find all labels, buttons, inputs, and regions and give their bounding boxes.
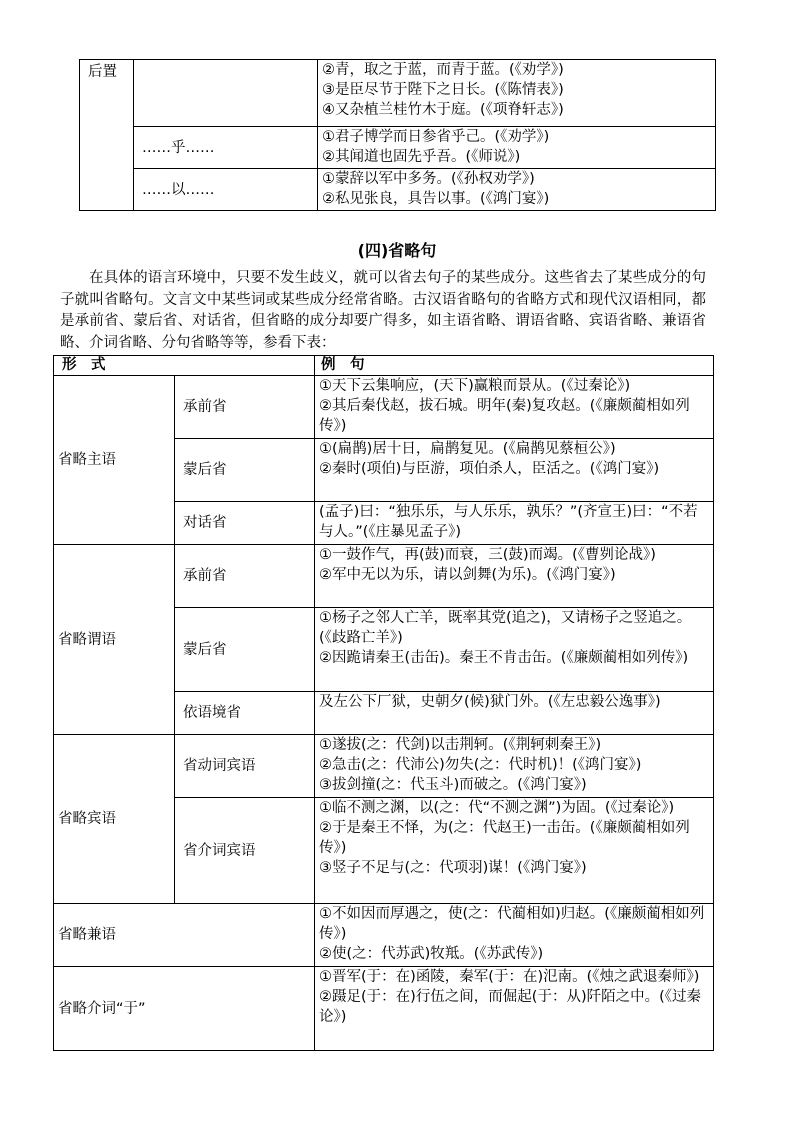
table-header-row (54, 356, 714, 376)
examples-cell (318, 60, 716, 127)
sub-name: 蒙后省 (175, 439, 315, 502)
example-line: ②军中无以为乐，请以剑舞(为乐)。(《鸿门宴》) (319, 567, 616, 583)
examples-cell (315, 798, 714, 904)
example-line: ②秦时(项伯)与臣游，项伯杀人，臣活之。(《鸿门宴》) (319, 461, 660, 477)
example-line: ①君子博学而日参省乎己。(《劝学》) (322, 129, 550, 145)
group-name: 省略介词“于” (54, 967, 315, 1051)
table-row (54, 376, 714, 439)
example-line: ①不如因而厚遇之，使(之：代蔺相如)归赵。(《廉颇蔺相如列传》) (319, 906, 705, 942)
pattern-cell (134, 60, 318, 127)
header-example: 例 句 (315, 356, 714, 376)
example-line: ①晋军(于：在)函陵，秦军(于：在)氾南。(《烛之武退秦师》) (319, 969, 700, 985)
examples-cell (315, 439, 714, 502)
group-name: 省略谓语 (54, 545, 175, 735)
example-line: ②急击(之：代沛公)勿失(之：代时机)！(《鸿门宴》) (319, 757, 642, 773)
sub-name: 依语境省 (175, 692, 315, 735)
example-line: ②使(之：代苏武)牧羝。(《苏武传》) (319, 946, 544, 962)
sub-name: 蒙后省 (175, 608, 315, 692)
example-line: ②青，取之于蓝，而青于蓝。(《劝学》) (322, 62, 564, 78)
group-name: 省略兼语 (54, 904, 315, 967)
examples-cell (318, 169, 716, 211)
examples-cell (315, 608, 714, 692)
inverted-sentence-table-continued (79, 59, 716, 211)
example-line: ③竖子不足与(之：代项羽)谋！(《鸿门宴》) (319, 860, 587, 876)
sub-name: 省动词宾语 (175, 735, 315, 798)
group-name: 省略主语 (54, 376, 175, 545)
sub-name: 承前省 (175, 545, 315, 608)
examples-cell (318, 127, 716, 169)
example-line: ②于是秦王不怿，为(之：代赵王)一击缶。(《廉颇蔺相如列传》) (319, 820, 690, 856)
example-line: ②其闻道也固先乎吾。(《师说》) (322, 149, 521, 165)
examples-cell (315, 376, 714, 439)
examples-cell (315, 692, 714, 735)
example-line: ①一鼓作气，再(鼓)而衰，三(鼓)而竭。(《曹刿论战》) (319, 547, 656, 563)
table-row (54, 904, 714, 967)
example-line: ②蹑足(于：在)行伍之间，而倔起(于：从)阡陌之中。(《过秦论》) (319, 989, 702, 1025)
example-line: (孟子)曰：“独乐乐，与人乐乐，孰乐？”(齐宣王)曰：“不若与人。”(《庄暴见孟子》) (319, 504, 698, 540)
example-line: ①临不测之渊，以(之：代“不测之渊”)为固。(《过秦论》) (319, 800, 675, 816)
examples-cell (315, 904, 714, 967)
example-line: ②因跪请秦王(击缶)。秦王不肯击缶。(《廉颇蔺相如列传》) (319, 650, 689, 666)
sub-name: 承前省 (175, 376, 315, 439)
example-line: ③是臣尽节于陛下之日长。(《陈情表》) (322, 82, 564, 98)
pattern-cell: ……乎…… (134, 127, 318, 169)
sub-name: 省介词宾语 (175, 798, 315, 904)
example-line: ③拔剑撞(之：代玉斗)而破之。(《鸿门宴》) (319, 777, 587, 793)
intro-paragraph: 在具体的语言环境中，只要不发生歧义，就可以省去句子的某些成分。这些省去了某些成分的句子就叫省略句。文言文中某些词或某些成分经常省略。古汉语省略句的省略方式和现代汉语相同，都是承前省、蒙后省、对话省，但省略的成分却要广得多，如主语省略、谓语省略、宾语省略、兼语省略、介词省略、分句省略等等，参看下表： (60, 270, 706, 351)
examples-cell (315, 967, 714, 1051)
header-form: 形 式 (54, 356, 315, 376)
examples-cell (315, 545, 714, 608)
ellipsis-sentence-table (53, 355, 714, 1051)
example-line: ④又杂植兰桂竹木于庭。(《项脊轩志》) (322, 102, 564, 118)
table-row (54, 967, 714, 1051)
section-title: (四)省略句 (357, 241, 437, 260)
example-line: ①天下云集响应，(天下)赢粮而景从。(《过秦论》) (319, 378, 631, 394)
example-line: 及左公下厂狱，史朝夕(候)狱门外。(《左忠毅公逸事》) (319, 694, 661, 710)
example-line: ②其后秦伐赵，拔石城。明年(秦)复攻赵。(《廉颇蔺相如列传》) (319, 398, 690, 434)
examples-cell (315, 502, 714, 545)
example-line: ①蒙辞以军中多务。(《孙权劝学》) (322, 171, 535, 187)
example-line: ①遂拔(之：代剑)以击荆轲。(《荆轲刺秦王》) (319, 737, 602, 753)
examples-cell (315, 735, 714, 798)
pattern-cell: ……以…… (134, 169, 318, 211)
example-line: ①(扁鹊)居十日，扁鹊复见。(《扁鹊见蔡桓公》) (319, 441, 616, 457)
category-cell: 后置 (80, 60, 134, 211)
example-line: ①杨子之邻人亡羊，既率其党(追之)，又请杨子之竖追之。(《歧路亡羊》) (319, 610, 692, 646)
sub-name: 对话省 (175, 502, 315, 545)
example-line: ②私见张良，具告以事。(《鸿门宴》) (322, 191, 550, 207)
table-row (54, 545, 714, 608)
group-name: 省略宾语 (54, 735, 175, 904)
table-row (54, 735, 714, 798)
